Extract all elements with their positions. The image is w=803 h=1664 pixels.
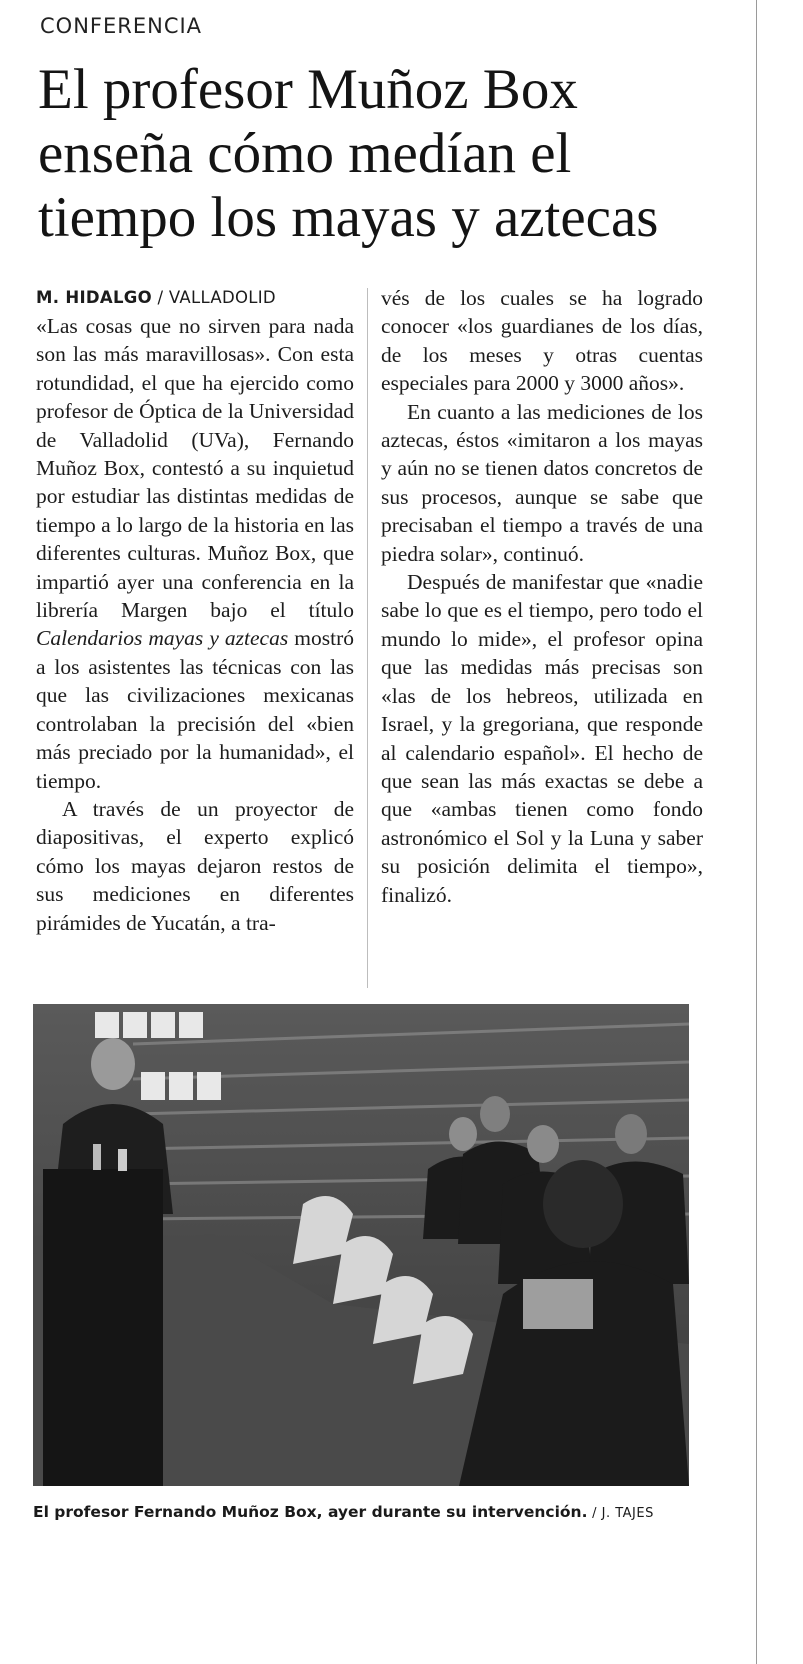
section-label: CONFERENCIA bbox=[40, 14, 203, 38]
photo-caption bbox=[33, 1503, 723, 1521]
paragraph-3: En cuanto a las mediciones de los aztecas, éstos «imitaron a los mayas y aún no se tienen datos concretos de sus procesos, aunque se sabe que precisaban el tiempo a través de una piedra solar», continuó. bbox=[381, 399, 703, 566]
headline-line-1: El profesor Muñoz Box bbox=[38, 58, 578, 121]
headline-line-2: enseña cómo medían el bbox=[38, 122, 572, 185]
byline-separator: / bbox=[151, 288, 169, 307]
article-column-left bbox=[36, 284, 354, 937]
article-column-right bbox=[381, 284, 703, 909]
page-edge-rule bbox=[756, 0, 757, 1664]
conference-photo-illustration bbox=[33, 1004, 689, 1486]
paragraph-2: A través de un proyector de diapositivas, el experto explicó cómo los mayas dejaron restos de sus mediciones en diferentes pirámides de Yucatán, a tra- bbox=[36, 796, 354, 935]
byline-location: VALLADOLID bbox=[168, 288, 276, 307]
paragraph-4: Después de manifestar que «nadie sabe lo que es el tiempo, pero todo el mundo lo mide», el profesor opina que las medidas más precisas son «las de los hebreos, utilizada en Israel, y la gregoriana, que responde al calendario español». El hecho de que sean las más exactas se debe a que «ambas tienen como fondo astronómico el Sol y la Luna y saber su posición delimita el tiempo», finalizó. bbox=[381, 570, 703, 907]
paragraph-1-part-b: mostró a los asistentes las técnicas con las que las civilizaciones mexicanas controlaban la precisión del «bien más preciado por la humanidad», el tiempo. bbox=[36, 626, 354, 793]
column-divider bbox=[367, 288, 368, 988]
headline-line-3: tiempo los mayas y aztecas bbox=[38, 186, 659, 249]
byline-author: M. HIDALGO bbox=[36, 288, 152, 307]
paragraph-2-continued: vés de los cuales se ha logrado conocer «los guardianes de los días, de los meses y otras cuentas especiales para 2000 y 3000 años». bbox=[381, 286, 703, 396]
byline bbox=[36, 284, 354, 312]
caption-text: El profesor Fernando Muñoz Box, ayer durante su intervención. bbox=[33, 1503, 588, 1521]
article-photo bbox=[33, 1004, 689, 1486]
photo-credit: / J. TAJES bbox=[587, 1506, 654, 1521]
paragraph-1-part-a: «Las cosas que no sirven para nada son las más maravillosas». Con esta rotundidad, el que ha ejercido como profesor de Óptica de la Universidad de Valladolid (UVa), Fernando Muñoz Box, contestó a su inquietud por estudiar las distintas medidas de tiempo a lo largo de la historia en las diferentes culturas. Muñoz Box, que impartió ayer una conferencia en la librería Margen bajo el título bbox=[36, 314, 354, 623]
paragraph-1 bbox=[36, 312, 354, 795]
conference-title: Calendarios mayas y aztecas bbox=[36, 626, 289, 651]
headline bbox=[38, 58, 738, 250]
